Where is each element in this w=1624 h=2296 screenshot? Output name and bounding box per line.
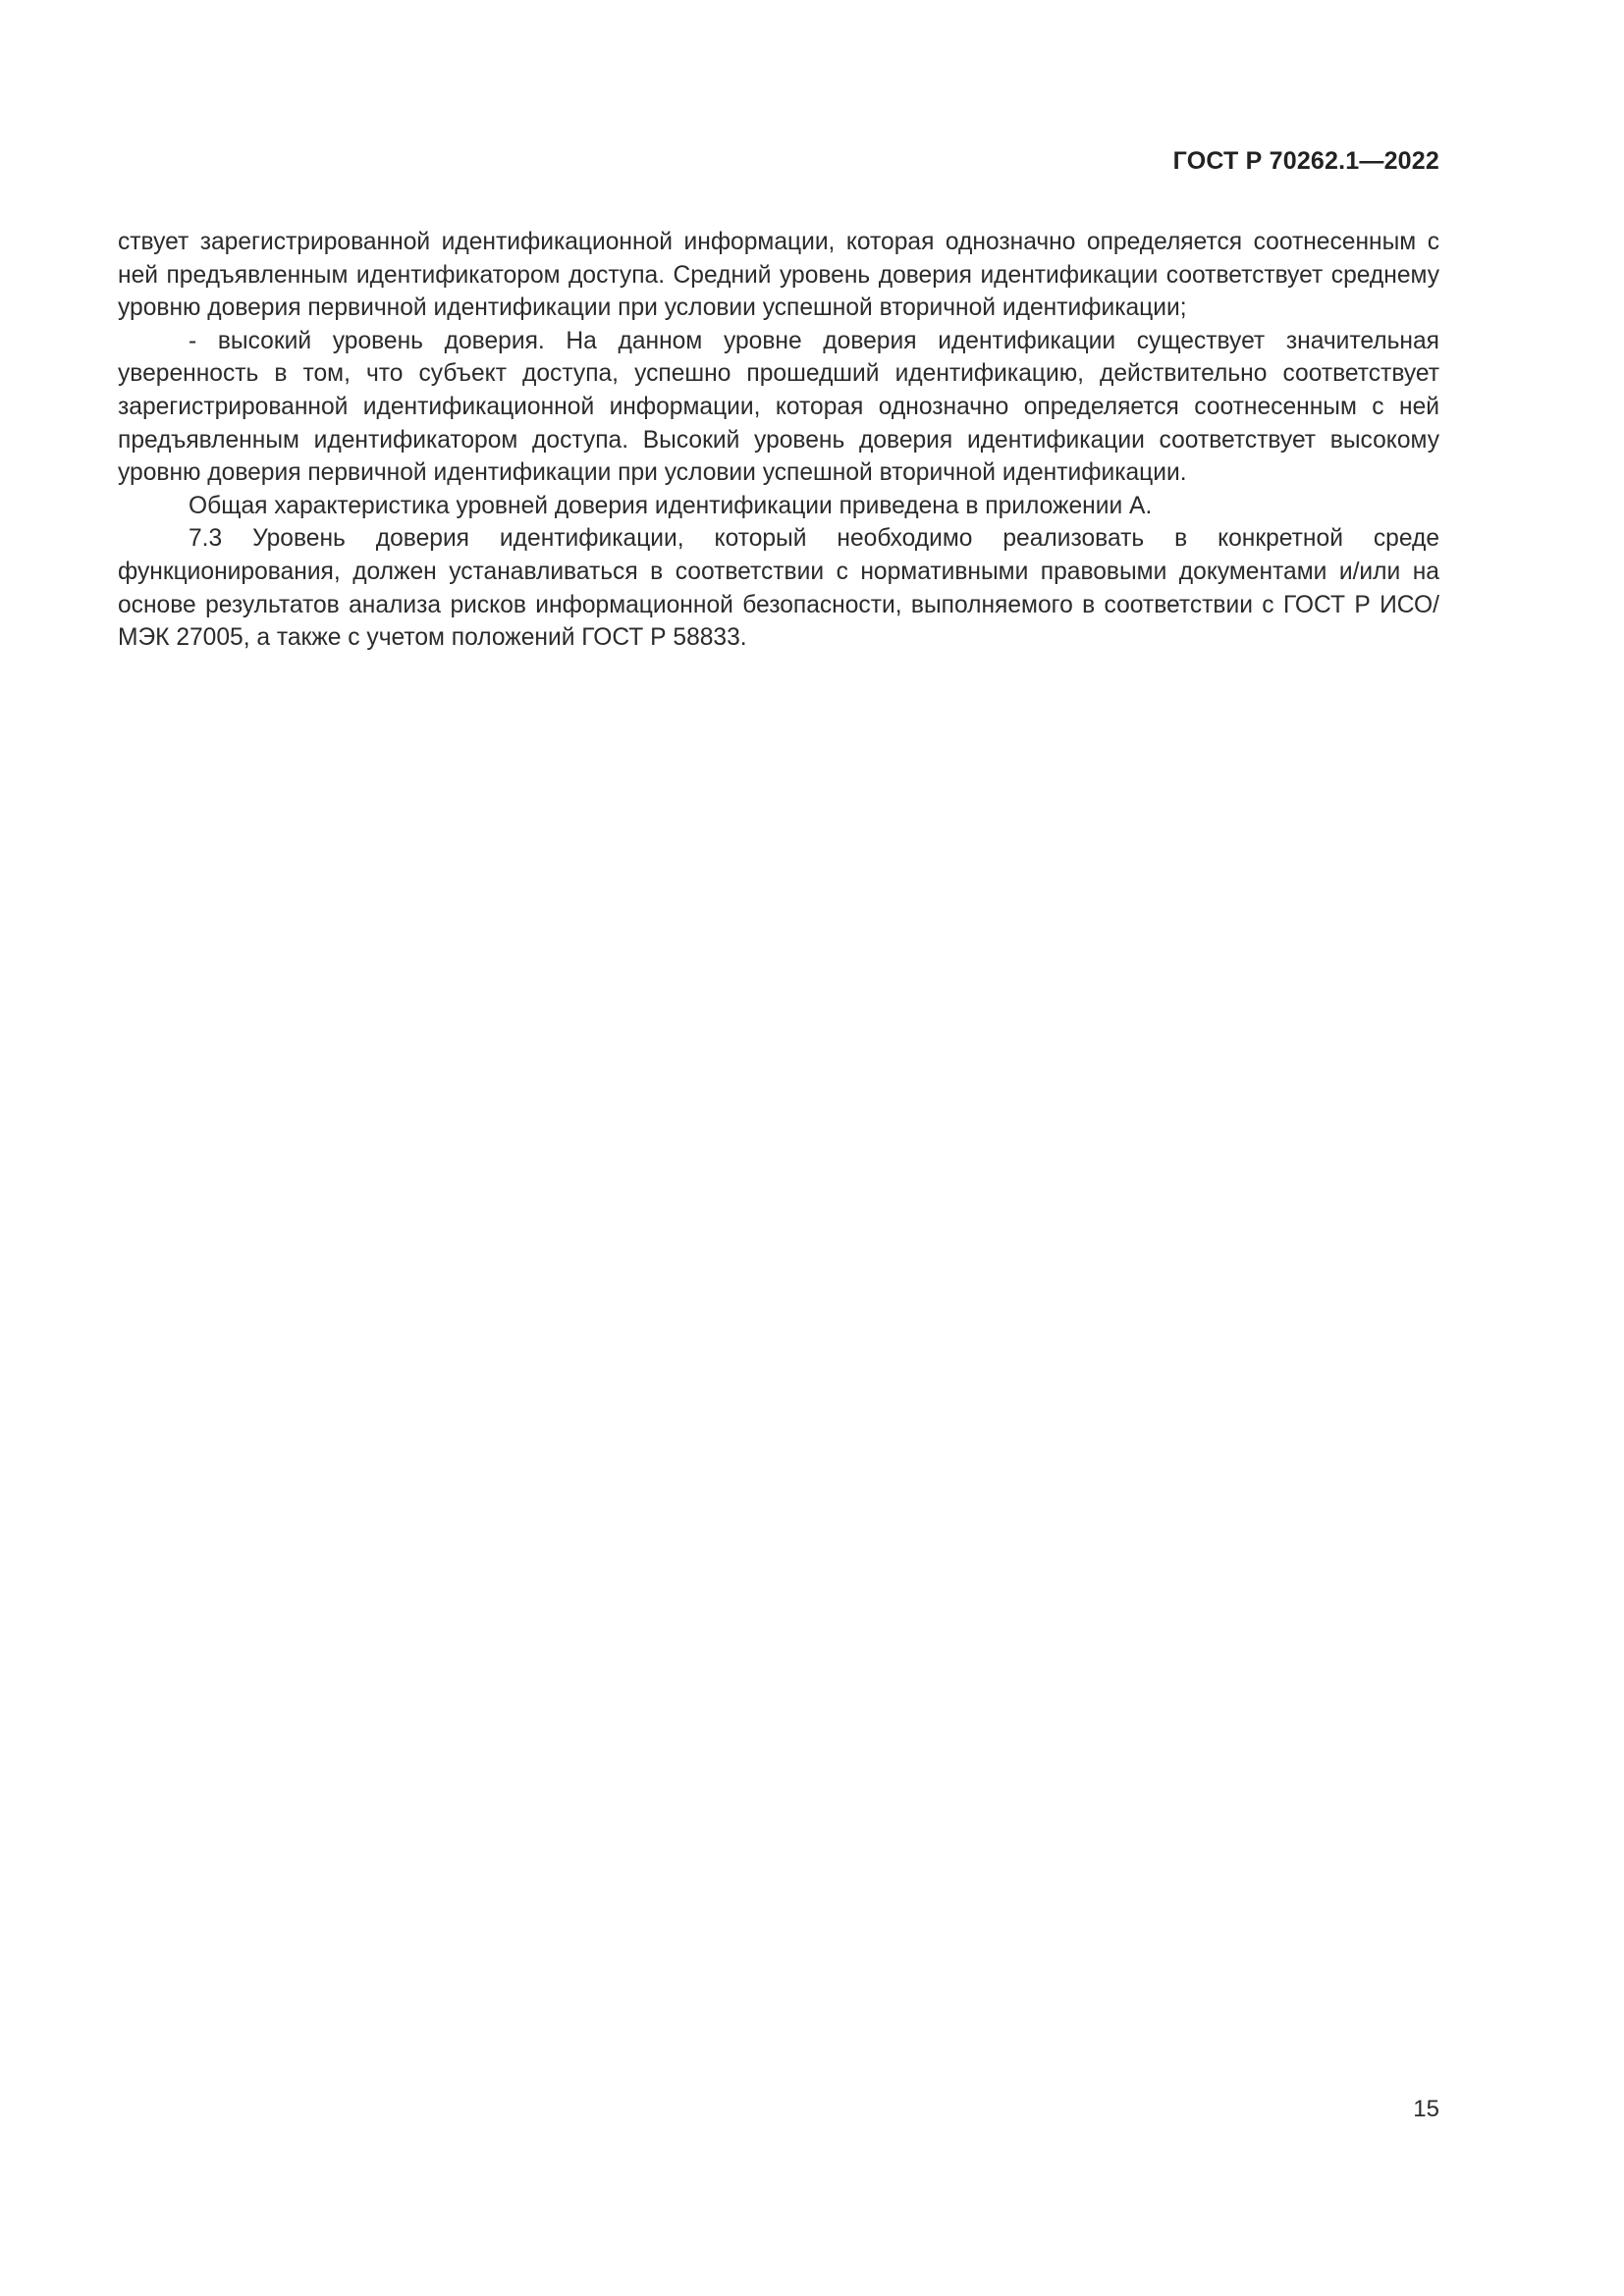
page-number: 15 — [1413, 2096, 1439, 2122]
standard-code-header: ГОСТ Р 70262.1—2022 — [1172, 147, 1439, 175]
body-text — [118, 226, 1439, 655]
paragraph-clause-7-3: 7.3 Уровень доверия идентификации, который необходимо реализовать в конкретной среде функционирования, должен устанавливаться в соответствии с нормативными правовыми документами и/или на основе результатов анализа рисков информационной безопасности, выполняемого в соответствии с ГОСТ Р ИСО/МЭК 27005, а также с учетом положений ГОСТ Р 58833. — [118, 525, 1439, 652]
paragraph-appendix-reference: Общая характеристика уровней доверия идентификации приведена в приложении А. — [189, 492, 1153, 519]
paragraph-continuation-medium-level: ствует зарегистрированной идентификационной информации, которая однозначно определяется соотнесенным с ней предъявленным идентификатором доступа. Средний уровень доверия идентификации соответствует среднему уровню доверия первичной идентификации при условии успешной вторичной идентификации; — [118, 229, 1439, 322]
paragraph-high-level-item: - высокий уровень доверия. На данном уровне доверия идентификации существует значительная уверенность в том, что субъект доступа, успешно прошедший идентификацию, действительно соответствует зарегистрированной идентификационной информации, которая однозначно определяется соотнесенным с ней предъявленным идентификатором доступа. Высокий уровень доверия идентификации соответствует высокому уровню доверия первичной идентификации при условии успешной вторичной идентификации. — [118, 327, 1439, 487]
